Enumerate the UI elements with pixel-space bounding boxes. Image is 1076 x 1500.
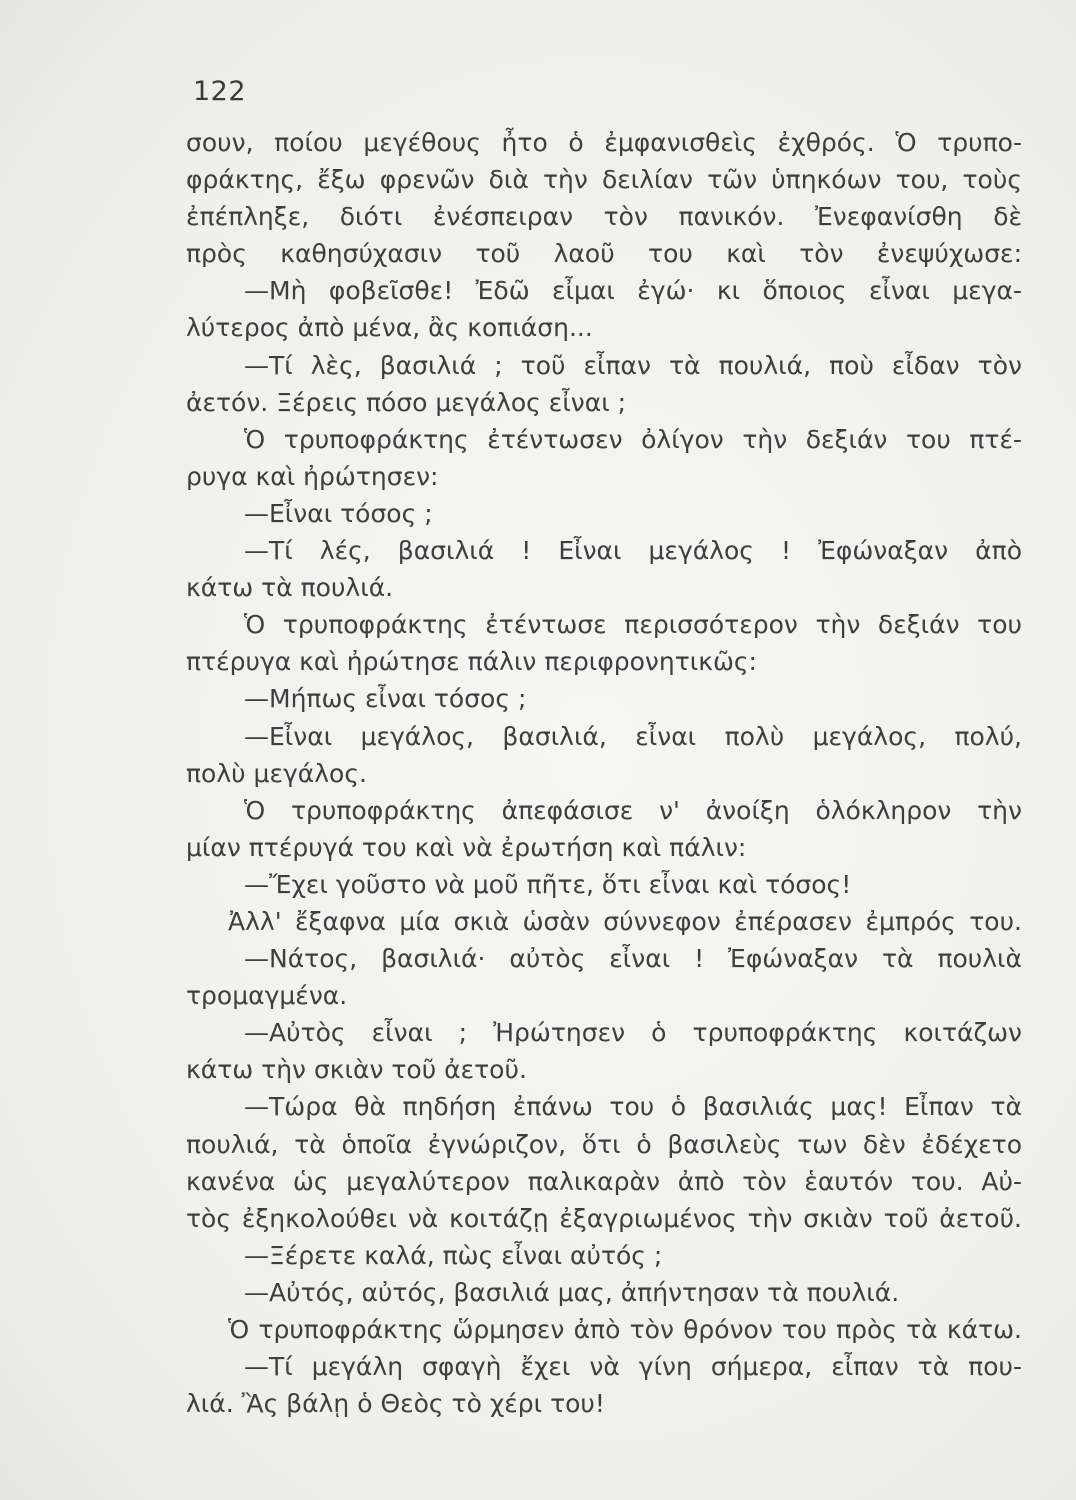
text-line: —Ξέρετε καλά, πὼς εἶναι αὐτός ;	[244, 1240, 663, 1270]
text-line: Ὁ τρυποφράκτης ἐτέντωσεν ὀλίγον τὴν δεξιάν του πτέ-	[244, 424, 1022, 454]
page-number: 122	[193, 76, 247, 107]
text-line: ἐπέπληξε, διότι ἐνέσπειραν τὸν πανικόν. Ἐνεφανίσθη δὲ	[186, 202, 1022, 232]
text-line: κάτω τὰ πουλιά.	[186, 573, 394, 603]
text-line: κανένα ὡς μεγαλύτερον παλικαρὰν ἀπὸ τὸν ἑαυτόν του. Αὐ-	[186, 1166, 1022, 1196]
text-line: —Εἶναι τόσος ;	[244, 498, 433, 528]
text-line: —Τί λές, βασιλιά ! Εἶναι μεγάλος ! Ἐφώναξαν ἀπὸ	[244, 536, 1022, 566]
text-line: —Αὐτός, αὐτός, βασιλιά μας, ἀπήντησαν τὰ πουλιά.	[244, 1277, 900, 1307]
text-line: —Νάτος, βασιλιά· αὐτὸς εἶναι ! Ἐφώναξαν τὰ πουλιὰ	[244, 944, 1022, 974]
text-line: —Εἶναι μεγάλος, βασιλιά, εἶναι πολὺ μεγάλος, πολύ,	[244, 721, 1022, 751]
text-line: λιά. Ἂς βάλῃ ὁ Θεὸς τὸ χέρι του!	[186, 1389, 605, 1419]
text-line: Ὁ τρυποφράκτης ἀπεφάσισε ν' ἀνοίξη ὁλόκληρον τὴν	[244, 795, 1022, 825]
text-line: —Τί μεγάλη σφαγὴ ἔχει νὰ γίνη σήμερα, εἶπαν τὰ που-	[244, 1352, 1022, 1382]
text-line: πρὸς καθησύχασιν τοῦ λαοῦ του καὶ τὸν ἐνεψύχωσε:	[186, 239, 1022, 269]
text-line: πτέρυγα καὶ ἠρώτησε πάλιν περιφρονητικῶς:	[186, 647, 757, 677]
text-line: —Τώρα θὰ πηδήση ἐπάνω του ὁ βασιλιάς μας! Εἶπαν τὰ	[244, 1092, 1022, 1122]
text-line: ρυγα καὶ ἠρώτησεν:	[186, 461, 439, 491]
text-line: τὸς ἐξηκολούθει νὰ κοιτάζῃ ἐξαγριωμένος τὴν σκιὰν τοῦ ἀετοῦ.	[186, 1203, 1022, 1233]
text-line: —Μήπως εἶναι τόσος ;	[244, 684, 527, 714]
text-line: Ὁ τρυποφράκτης ἐτέντωσε περισσότερον τὴν δεξιάν του	[244, 610, 1022, 640]
text-line: Ὁ τρυποφράκτης ὥρμησεν ἀπὸ τὸν θρόνον του πρὸς τὰ κάτω.	[228, 1315, 1022, 1344]
text-line: σουν, ποίου μεγέθους ἦτο ὁ ἐμφανισθεὶς ἐχθρός. Ὁ τρυπο-	[186, 128, 1022, 157]
text-line: —Αὐτὸς εἶναι ; Ἠρώτησεν ὁ τρυποφράκτης κοιτάζων	[244, 1018, 1022, 1048]
text-line: μίαν πτέρυγά του καὶ νὰ ἐρωτήση καὶ πάλιν:	[186, 832, 747, 862]
text-line: πουλιά, τὰ ὁποῖα ἐγνώριζον, ὅτι ὁ βασιλεὺς των δὲν ἐδέχετο	[186, 1129, 1022, 1159]
text-line: τρομαγμένα.	[186, 981, 348, 1011]
body-text	[186, 124, 1022, 1422]
text-line: Ἀλλ' ἔξαφνα μία σκιὰ ὡσὰν σύννεφον ἐπέρασεν ἐμπρός του.	[228, 906, 1022, 936]
text-line: φράκτης, ἔξω φρενῶν διὰ τὴν δειλίαν τῶν ὑπηκόων του, τοὺς	[186, 165, 1022, 195]
text-line: —Τί λὲς, βασιλιά ; τοῦ εἶπαν τὰ πουλιά, ποὺ εἶδαν τὸν	[244, 350, 1022, 380]
text-line: πολὺ μεγάλος.	[186, 758, 367, 788]
text-line: ἀετόν. Ξέρεις πόσο μεγάλος εἶναι ;	[186, 387, 627, 417]
text-line: κάτω τὴν σκιὰν τοῦ ἀετοῦ.	[186, 1055, 527, 1085]
text-line: λύτερος ἀπὸ μένα, ἂς κοπιάση...	[186, 313, 593, 343]
text-line: —Ἔχει γοῦστο νὰ μοῦ πῆτε, ὅτι εἶναι καὶ τόσος!	[244, 869, 852, 899]
text-line: —Μὴ φοβεῖσθε! Ἐδῶ εἶμαι ἐγώ· κι ὅποιος εἶναι μεγα-	[244, 276, 1022, 306]
